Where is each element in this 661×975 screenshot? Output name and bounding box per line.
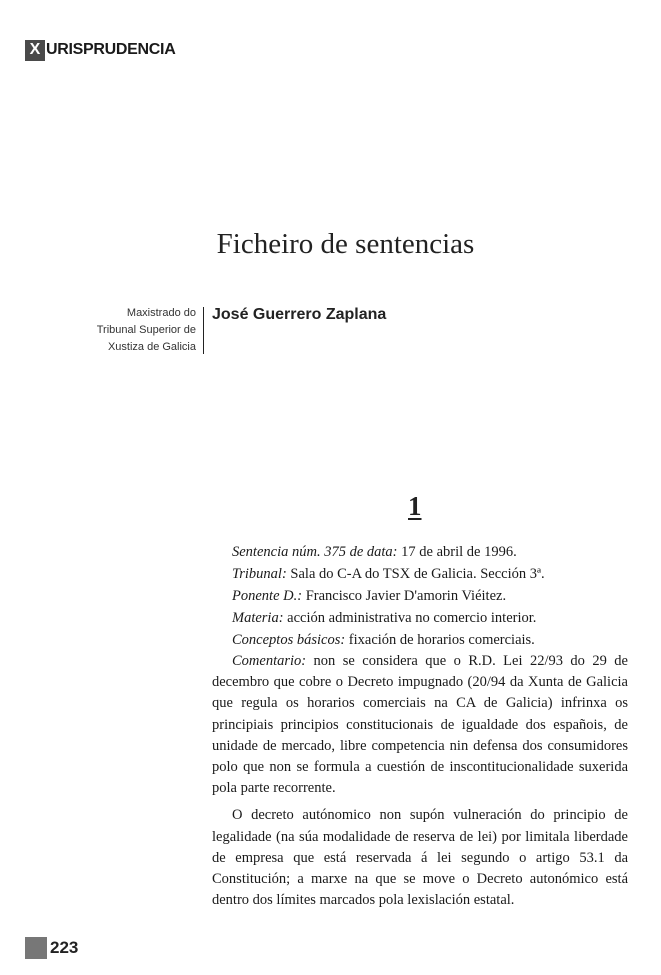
meta-label: Ponente D.: (232, 588, 303, 604)
meta-value: 17 de abril de 1996. (397, 544, 517, 560)
comment-paragraph (212, 651, 628, 799)
meta-label: Conceptos básicos: (232, 632, 346, 648)
meta-line-ponente (232, 585, 632, 607)
page-footer (25, 937, 78, 959)
page-title: Ficheiro de sentencias (216, 228, 475, 260)
comment-text: non se considera que o R.D. Lei 22/93 do 29 de decembro que cobre o Decreto impugnado (20/94 da Xunta de Galicia que regula os horarios comerciais na CA de Galicia) infrinxa os principiais principios constitucionais de igualdade dos españois, de unidade de mercado, libre competencia nin defensa dos consumidores polo que non se formula a cuestión de inscontitucionalidade suxerida pola parte recorrente. (212, 653, 628, 797)
meta-line-tribunal (232, 563, 632, 585)
meta-value: acción administrativa no comercio interior. (283, 610, 537, 626)
affiliation-line: Tribunal Superior de (96, 324, 196, 336)
footer-marker (25, 937, 47, 959)
section-header (25, 39, 175, 61)
meta-value: Francisco Javier D'amorin Viéitez. (302, 588, 507, 604)
meta-label: Tribunal: (232, 566, 287, 582)
author-name: José Guerrero Zaplana (212, 306, 387, 323)
case-body (212, 651, 628, 911)
meta-line-materia (232, 607, 632, 629)
section-initial-box: X (25, 40, 45, 61)
comment-label: Comentario: (232, 653, 307, 669)
page-number: 223 (50, 938, 79, 957)
affiliation-line: Maxistrado do (126, 307, 196, 319)
case-metadata (232, 541, 632, 651)
vertical-divider (203, 307, 204, 354)
section-title: URISPRUDENCIA (46, 41, 176, 58)
meta-label: Sentencia núm. 375 de data: (232, 544, 398, 560)
meta-value: fixación de horarios comerciais. (345, 632, 535, 648)
body-paragraph: O decreto autónomico non supón vulneración do principio de legalidade (na súa modalidade de reserva de lei) por limitala liberdade de empresa que está reservada á lei segundo o artigo 53.1 da Constitución; a marxe na que se move o Decreto autonómico está dentro dos límites marcados pola lexislación estatal. (212, 807, 628, 909)
affiliation-line: Xustiza de Galicia (107, 341, 196, 353)
case-number: 1 (408, 491, 422, 521)
meta-line-conceptos (232, 629, 632, 651)
meta-label: Materia: (232, 610, 284, 626)
meta-value: Sala do C-A do TSX de Galicia. Sección 3ª. (286, 566, 545, 582)
author-affiliation (50, 305, 196, 356)
meta-line-sentence (232, 541, 632, 563)
